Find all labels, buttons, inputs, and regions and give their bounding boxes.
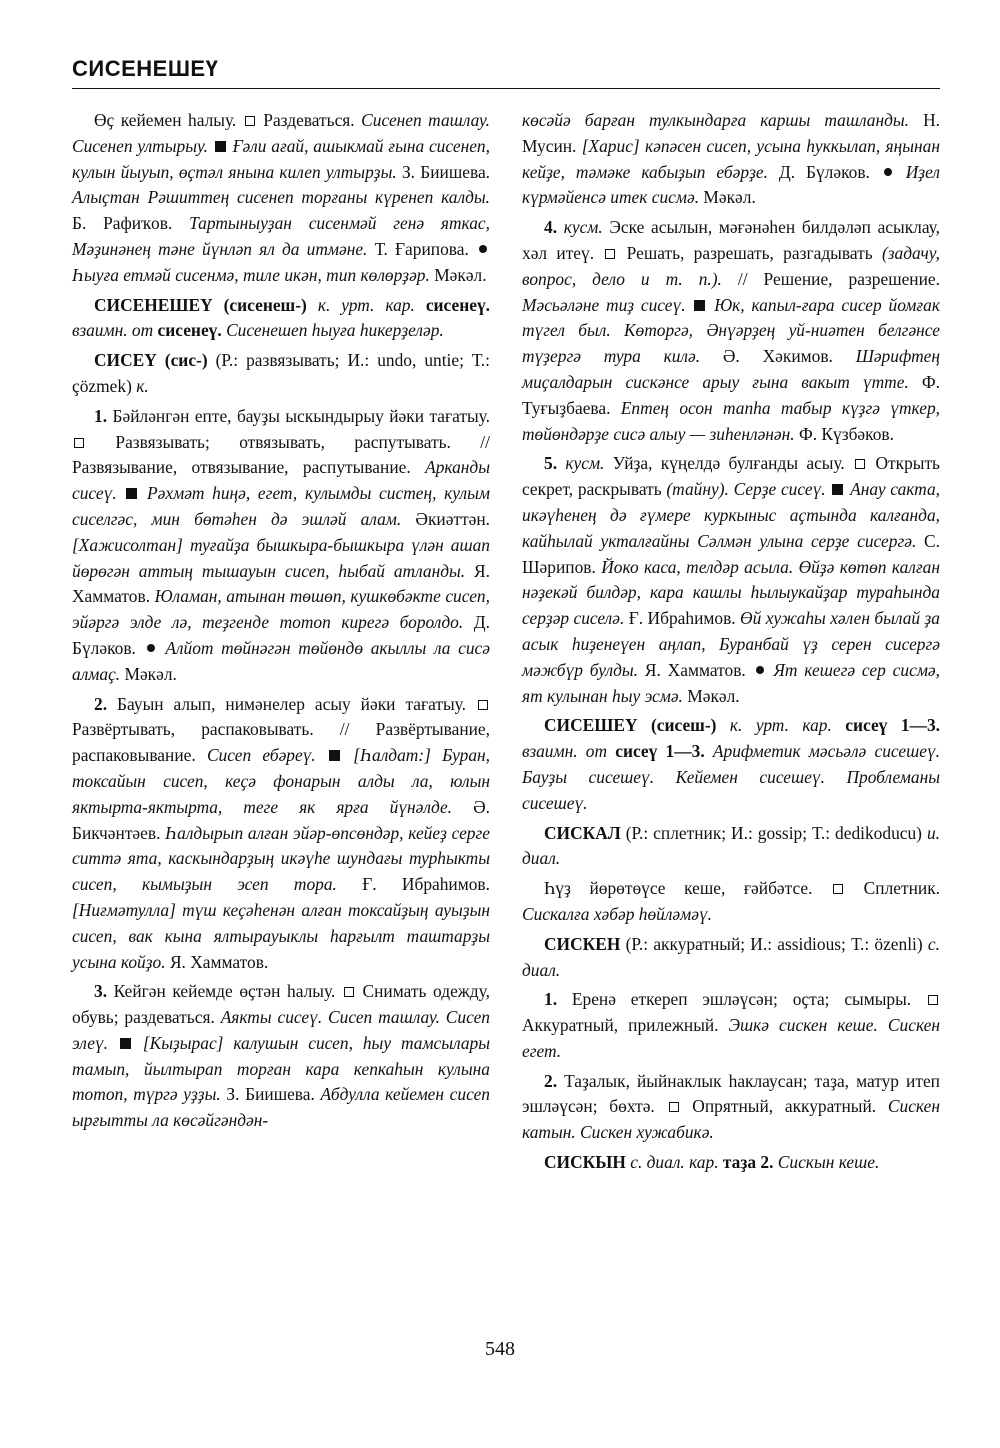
illustration-marker-icon [329,750,340,761]
sisken-sense-2: 2. Таҙалык, йыйнаклык һаклаусан; таҙа, матур итеп эшләүсән; бөхтә. Опрятный, аккуратный. Сискен катын. Сискен хужабикә. [522,1070,940,1143]
headword: СИСКАЛ [544,822,621,843]
illustration-marker-icon [126,488,137,499]
sense-3-continued: көсәйә барған тулкындарға каршы ташланды. Н. Мусин. [Харис] кәпәсен сисеп, усына һуккылап, яңынан кейҙе, тәмәке кабыҙып ебәрҙе. Д. Бүләков. Иҙел күрмәйенсә итек сисмә. Мәкәл. [522,110,940,208]
translation-marker-icon [855,459,865,469]
sense-3: 3. Кейгән кейемде өҫтән һалыу. Снимать одежду, обувь; раздеваться. Аякты сисеү. Сисеп ташлау. Сисеп элеү. [Кыҙырас] калушын сисеп, һыу тамсылары тамып, йылтырап торған кара кепкаһын кулына тотоп, түргә уҙҙы. З. Биишева. Абдулла кейемен сисеп ырғытты ла көсәйгәндән- [72,981,491,1131]
proverb-marker-icon [147,644,155,652]
page-number: 548 [485,1338,515,1360]
headword: СИСКЕН [544,933,621,954]
entry-siskyn: СИСКЫН с. диал. кар. таҙа 2. Сискын кеше. [544,1152,880,1173]
sense-1: 1. Бәйләнгән епте, бауҙы ыскындырыу йәки тағатыу. Развязывать; отвязывать, распутывать. // Развязывание, отвязывание, распутывание. Арканды сисеү. Рәхмәт һиңә, егет, кулымды систең, кулым сиселгәс, мин бөтәһен дә эшләй алам. Әкиәттән. [Хажисолтан] туғайҙа бышкыра-бышкыра үлән ашап йөрөгән аттың тышауын сисеп, һыбай атланды. Я. Хамматов. Юламан, атынан төшөп, кушкөбәкте сисеп, эйәргә элде лә, теҙгенде тотоп кирегә боролдо. Д. Бүләков. Алйот төйнәгән төйөндө акыллы ла сисә алмаҫ. Мәкәл. [72,405,490,684]
entry-siskal: СИСКАЛ (Р.: сплетник; И.: gossip; Т.: dedikoducu) и. диал. [522,822,940,869]
entry-sisenesheu: СИСЕНЕШЕҮ (сисенеш-) к. урт. кар. сисенеү. взаимн. от сисенеү. Сисенешеп һыуға һикерҙеләр. [72,294,490,341]
illustration-marker-icon [120,1038,131,1049]
right-column [522,108,940,1180]
headword: СИСЕШЕҮ [544,715,638,736]
translation-marker-icon [605,249,615,259]
illustration-marker-icon [694,300,705,311]
illustration-marker-icon [832,484,843,495]
proverb-marker-icon [884,168,892,176]
entry-sisken: СИСКЕН (Р.: аккуратный; И.: assidious; Т.: özenli) с. диал. [522,933,940,980]
translation-marker-icon [245,116,255,126]
entry-sisesheu: СИСЕШЕҮ (сисеш-) к. урт. кар. сисеү 1—3. взаимн. от сисеү 1—3. Арифметик мәсьәлә сисешеү. Бауҙы сисешеү. Кейемен сисешеү. Проблеманы сисешеү. [522,715,941,813]
header-rule [72,88,940,89]
entry-sense-continued: Өҫ кейемен һалыу. Раздеваться. Сисенеп ташлау. Сисенеп ултырыу. Ғәли ағай, ашыкмай ғына сисенеп, кулын йыуып, өҫтәл янына килеп ултырҙы. З. Биишева. Алыҫтан Рәшиттең сисенеп торғаны күренеп калды. Б. Рафиҡов. Тартыныуҙан сисенмәй генә яткас, Мәҙинәнең тәне йүнләп ял да итмәне. Т. Ғарипова. Һыуға етмәй сисенмә, тиле икән, тип көлөрҙәр. Мәкәл. [72,110,491,285]
sense-5: 5. кусм. Уйҙа, күңелдә булғанды асыу. Открыть секрет, раскрывать (тайну). Серҙе сисеү. Анау сакта, икәүһенең дә ғүмере куркыныс аҫтында калғанда, кайһылай уктaлғайны Сәлмән улына серҙе сисергә. С. Шәрипов. Йоко каса, телдәр асыла. Өйҙә көтөп калған нәҙекәй билдәр, кара кашлы һылыукайҙар тураһында серҙәр сиселә. Ғ. Ибраһимов. Өй хужаһы хәлен былай ҙа асык һиҙенеүен аңлап, Буранбай үҙ серен сисергә мәжбүр булды. Я. Хамматов. Ят кешегә сер сисмә, ят кулынан һыу эсмә. Мәкәл. [522,453,940,706]
headword: СИСКЫН [544,1152,626,1173]
entry-siseu: СИСЕҮ (сис-) (Р.: развязывать; И.: undo, untie; Т.: çözmek) к. [72,350,490,396]
translation-marker-icon [74,438,84,448]
headword: СИСЕҮ [94,350,157,371]
sisken-sense-1: 1. Еренә еткереп эшләүсән; оҫта; сымыры. Аккуратный, прилежный. Эшкә сискен кеше. Сискен егет. [522,989,940,1061]
translation-marker-icon [928,995,938,1005]
running-head: СИСЕНЕШЕҮ [72,56,219,81]
siskal-definition: Һүҙ йөрөтөүсе кеше, ғәйбәтсе. Сплетник. Сискалға хәбәр һөйләмәү. [522,878,940,924]
translation-marker-icon [344,987,354,997]
illustration-marker-icon [215,141,226,152]
translation-marker-icon [478,700,488,710]
sense-4: 4. кусм. Эске асылын, мәғәнәһен билдәләп асыклау, хәл итеү. Решать, разрешать, разгадывать (задачу, вопрос, дело и т. п.). // Решение, разрешение. Мәсьәләне тиҙ сисеү. Юк, капыл-ғара сисер йомғак түгел был. Көторгә, Әнүәрҙең уй-ниәтен белгәнсе түҙергә тура килә. Ә. Хәкимов. Шәрифтең миҫалдарын сискәнсе арыу ғына вакыт үтте. Ф. Туғыҙбаева. Ептең осон тапһа табыр күҙгә үткер, төйөндәрҙе сисә алыу — зиһенләнән. Ф. Күзбәков. [522,217,940,444]
left-column [72,108,490,1138]
proverb-marker-icon [479,245,487,253]
translation-marker-icon [669,1102,679,1112]
headword: СИСЕНЕШЕҮ [94,294,213,315]
translation-marker-icon [833,884,843,894]
proverb-marker-icon [756,666,764,674]
sense-2: 2. Бауын алып, нимәнелер асыу йәки тағатыу. Развёртывать, распаковывать. // Развёртывание, распаковывание. Сисеп ебәреү. [Һалдат:] Буран, токсайын сисеп, кеҫә фонарын алды ла, юлын яктыртa-яктыртa, теге як ярға йүнәлде. Ә. Бикчәнтәев. Һалдырып алған эйәр-өпсөндәр, кейеҙ серге ситтә ята, каскындарҙың икәүһе шундағы турһыкты сисеп, кымыҙын эсеп тора. Ғ. Ибраһимов. [Ниғмәтулла] түш кеҫәһенән алған токсайҙың ауыҙын сисеп, вак кына ялтырауыклы һарғылт таштарҙы усына койҙо. Я. Хамматов. [72,693,491,972]
